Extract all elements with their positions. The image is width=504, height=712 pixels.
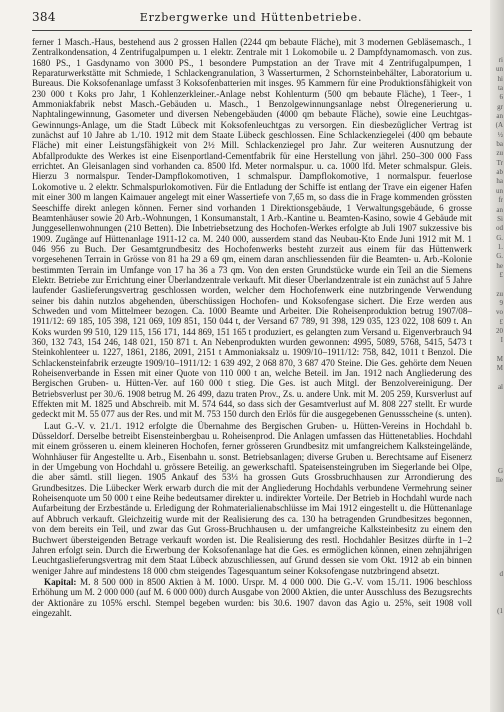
- running-title: Erzbergwerke und Hüttenbetriebe.: [139, 11, 363, 24]
- page-number: 384: [32, 10, 56, 24]
- paragraph-luebeck-plant: ferner 1 Masch.-Haus, bestehend aus 2 grossen Hallen (2244 qm bebaute Fläche), mit 3 modernen Gebläsemasch., 1 Zentralkondensation, 4 Zentrifugalpumpen u. 1 elektr. Zentrale mit 1 Lokomobile u. 2 Dampfdynamomasch. von zus. 1680 PS., 1 Gasdynamo von 3000 PS., 1 besondere Pumpstation an der Trave mit 4 Zentrifugalpumpen, 1 Reparaturwerkstätte mit Schmiede, 1 Schlackengranulation, 3 Wasserturmen, 2 Schornsteinbehälter, Laboratorium u. Bureaus. Die Koksofenanlage umfasst 3 Koksofenbatterien mit insges. 95 Kammern für eine Produktionsfähigkeit von 230 000 t Koks pro Jahr, 1 Kohlenzerkleiner.-Anlage nebst Kohlenturm (500 qm bebaute Fläche), 1 Teer-, 1 Ammoniakfabrik nebst Masch.-Gebäuden u. Masch., 1 Benzolgewinnungsanlage nebst Ölregenerierung u. Naphtalingewinnung, Gasometer und diversen Nebengebäuden (4000 qm bebaute Fläche), sowie eine Leuchtgas-Gewinnungs-Anlage, um die Stadt Lübeck mit Koksofenleuchtgas zu versorgen. Ein diesbezüglicher Vertrag ist zunächst auf 10 Jahre ab 1./10. 1912 mit dem Staate Lübeck geschlossen. Eine Schlackenziegelei (400 qm bebaute Fläche) mit einer Leistungsfähigkeit von 2½ Mill. Schlackenziegel pro Jahr. Zur weiteren Ausnutzung der Abfallprodukte des Werkes ist eine Eisenportland-Cementfabrik für eine Herstellung von jährl. 250–300 000 Fass errichtet. An Gleisanlagen sind vorhanden ca. 8500 lfd. Meter normalspur. u. ca. 1000 lfd. Meter schmalspur. Gleis. Hierzu 3 normalspur. Tender-Dampflokomotiven, 1 schmalspur. Dampflokomotive, 1 normalspur. feuerlose Lokomotive u. 2 elektr. Schmalspurlokomotiven. Für die Entladung der Schiffe ist entlang der Trave ein eigener Hafen mit einer 300 m langen Kaimauer angelegt mit einer Wassertiefe von 7,65 m, so dass die in Frage kommenden grössten Seeschiffe direkt anlegen können. Ferner sind vorhanden 1 Direktionsgebäude, 1 Verwaltungsgebäude, 6 grosse Beamtenhäuser sowie 20 Arb.-Wohnungen, 1 Konsumanstalt, 1 Arb.-Kantine u. Beamten-Kasino, sowie 4 Gebäude mit Junggesellenwohnungen (210 Betten). Die Inbetriebsetzung des Hochofen-Werkes erfolgte ab Juli 1907 sukzessive bis 1909. Zugänge auf Hüttenanlage 1911-12 ca. M. 240 000, ausserdem stand das Neubau-Kto Ende Juni 1912 mit M. 1 046 956 zu Buch. Der Gesamtgrundbesitz des Hochofenwerks besteht zurzeit aus einem für das Hüttenwerk vorgesehenen Terrain in Grösse von 81 ha 29 a 69 qm, einem daran anschliessenden für die Beamten- u. Arb.-Kolonie bestimmten Terrain im Umfange von 17 ha 36 a 73 qm. Von den ersten Grundstücke wurde ein Teil an die Siemens Elektr. Betriebe zur Errichtung einer Überlandzentrale verkauft. Mit dieser Überlandzentrale ist ein zunächst auf 5 Jahre laufender Gaslieferungsvertrag geschlossen worden, welcher dem Hochofenwerk eine nutzbringende Verwendung seiner bis dahin nutzlos abgehenden, überschüssigen Hochofen- und Koksofengase sichert. Die Erze werden aus Schweden und vom Mittelmeer bezogen. Ca. 1000 Beamte und Arbeiter. Die Roheisenproduktion betrug 1907/08–1911/12: 69 185, 105 398, 121 069, 109 851, 150 044 t, der Versand 67 789, 91 398, 129 035, 123 022, 108 609 t. An Koks wurden 99 510, 129 115, 156 171, 144 869, 151 165 t produziert, es gelangten zum Versand u. Eigenverbrauch 94 360, 132 743, 154 246, 148 021, 150 871 t. An Nebenprodukten wurden gewonnen: 4995, 5089, 5768, 5415, 5473 t Steinkohlenteer u. 1227, 1861, 2186, 2091, 2151 t Ammoniaksalz u. 1909/10–1911/12: 758, 842, 1011 t Benzol. Die Schlackensteinfabrik erzeugte 1909/10–1911/12: 1 639 492, 2 068 870, 3 687 470 Steine. Die Ges. gehörte dem Neuen Roheisenverbande in Essen mit einer Quote von 110 000 t an, welche Beteil. im Jan. 1912 nach Angliederung des Bergischen Gruben- u. Hütten-Ver. auf 160 000 t stieg. Die Ges. ist auch Mitgl. der Benzolvereinigung. Der Betriebsverlust per 30./6. 1908 betrug M. 26 499, dazu traten Prov., Zs. u. andere Unk. mit M. 205 259, Kursverlust auf Effekten mit M. 1825 und Abschreib. mit M. 574 644, so dass sich der Gesamtverlust auf M. 808 227 stellt. Er wurde gedeckt mit M. 55 077 aus der Res. und mit M. 753 150 durch den Erlös für die ausgegebenen Genussscheine (s. unten).: [32, 37, 472, 420]
- capital-text: M. 8 500 000 in 8500 Aktien à M. 1000. Urspr. M. 4 000 000. Die G.-V. vom 15./11. 1906 beschloss Erhöhung um M. 2 000 000 (auf M. 6 000 000) durch Ausgabe von 2000 Aktien, die unter Ausschluss des Bezugsrechts der Aktionäre zu 105% erschl. Stempel begeben wurden: bis 30.6. 1907 davon das Agio u. 25%, seit 1908 voll eingezahlt.: [32, 576, 472, 618]
- facing-page-glyphs: ri un hi ta 6 gr an (A ½ ba zu Tr ab ha un fr an Si od G. 1. G. he £ zu 9 vo £ 20 I M M al G lie d (1: [495, 56, 503, 616]
- header-rule: [32, 30, 472, 31]
- capital-label: Kapital:: [44, 576, 77, 587]
- page-header: [32, 10, 470, 26]
- paragraph-hochdahl-takeover: Laut G.-V. v. 21./1. 1912 erfolgte die Übernahme des Bergischen Gruben- u. Hütten-Vereins in Hochdahl b. Düsseldorf. Derselbe betreibt Eisensteinbergbau u. Roheisenprod. Die Anlagen umfassen das Hüttenetablies. Hochdahl mit einem grösseren u. einem kleineren Hochofen, ferner grösseren Grundbesitz mit umfangreichem Kalksteingelände, Wohnhäuser für Angestellte u. Arb., Eisenbahn u. sonst. Betriebsanlagen; diverse Gruben u. Berechtsame auf Eisenerz in der Umgebung von Hochdahl u. grössere Beteilig. an gewerkschaftl. Spateisensteingruben im Siegerlande bei Olpe, die aber sämtl. still liegen. 1905 Ankauf des 53⅓ ha grossen Guts Grossbruchhausen zur Arrondierung des Grundbesitzes. Die Lübecker Werk erwarb durch die mit der Angliederung Hochdahls verbundene Vermehrung seiner Roheisenquote um 50 000 t eine Reihe bedeutsamer direkter u. indirekter Vorteile. Der Betrieb in Hochdahl wurde nach Aufarbeitung der Erzbestände u. Erledigung der Rohmaterialienabschlüsse im Mai 1912 eingestellt u. die Hüttenanlage auf Abbruch verkauft. Gleichzeitig wurde mit der Realisierung des ca. 130 ha betragenden Grundbesitzes begonnen, von dem bereits ein Teil, und zwar das Gut Gross-Bruchhausen u. der umfangreiche Kalksteinbesitz zu einem den Buchwert übersteigenden Betrage verkauft worden ist. Die Realisierung des restl. Hochdahler Besitzes dürfte in 1–2 Jahren erfolgt sein. Durch die Erwerbung der Koksofenanlage hat die Ges. es ermöglichen können, einen zehnjährigen Leuchtgaslieferungsvertrag mit dem Staat Lübeck abzuschliessen, auf Grund dessen sie vom Okt. 1912 ab ein binnen weniger Jahre auf mindestens 18 000 cbm steigendes Tagesquantum seiner Koksofengase nutzbringend absetzt.: [32, 420, 472, 576]
- facing-page-edge: [490, 0, 504, 712]
- page-body: [32, 37, 472, 618]
- paragraph-capital: [32, 577, 472, 618]
